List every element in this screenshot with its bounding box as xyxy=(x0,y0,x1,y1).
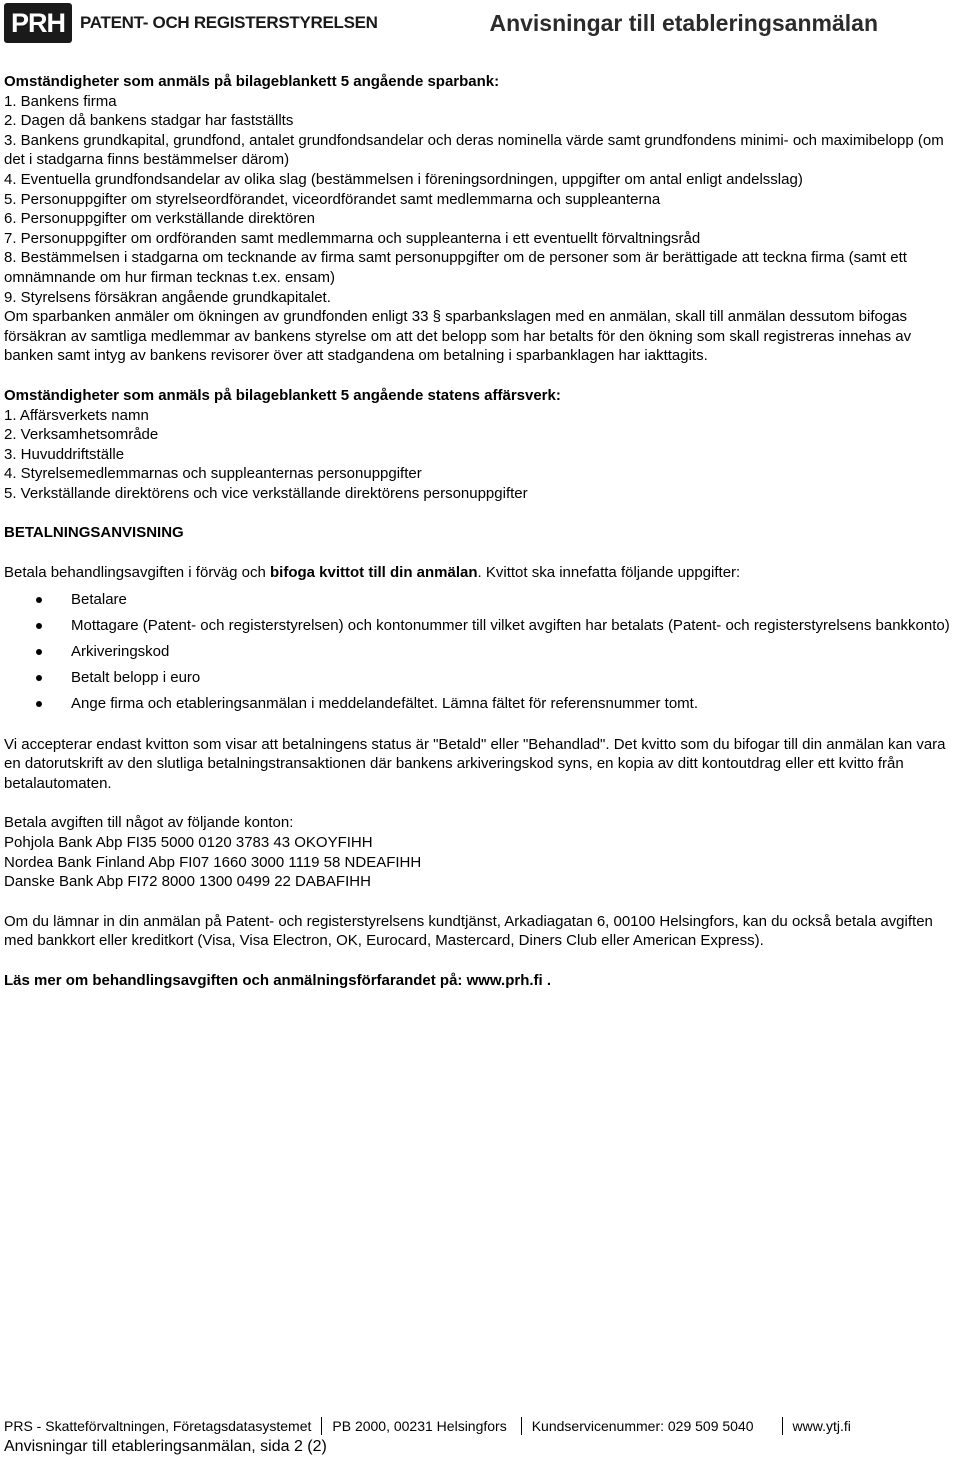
bullet-icon xyxy=(36,675,42,681)
bullet-item xyxy=(4,615,960,637)
card-note: Om du lämnar in din anmälan på Patent- och registerstyrelsens kundtjänst, Arkadiagatan 6, 00100 Helsingfors, kan du också betala avgiften med bankkort eller kreditkort (Visa, Visa Electron, OK, Eurocard, Mastercard, Diners Club eller American Express). xyxy=(4,912,933,950)
list-item: 2. Dagen då bankens stadgar har fastställts xyxy=(4,112,294,130)
footer-org: PRS - Skatteförvaltningen, Företagsdatasystemet xyxy=(4,1418,312,1434)
accounts-heading: Betala avgiften till något av följande konton: xyxy=(4,814,294,832)
footer-phone: Kundservicenummer: 029 509 5040 xyxy=(531,1418,754,1434)
receipt-requirements-list xyxy=(4,589,960,715)
payment-heading-block xyxy=(4,523,960,543)
account-line: Nordea Bank Finland Abp FI07 1660 3000 1119 58 NDEAFIHH xyxy=(4,853,422,871)
footer-web-link[interactable]: www.ytj.fi xyxy=(792,1418,851,1434)
list-item: 3. Bankens grundkapital, grundfond, antalet grundfondsandelar och deras nominella värde samt grundfondens minimi- och maximibelopp (om det i stadgarna finns bestämmelser därom) xyxy=(4,131,944,169)
accounts-block xyxy=(4,813,960,891)
payment-intro xyxy=(4,563,960,583)
bullet-text: Betalare xyxy=(71,590,127,608)
bullet-icon xyxy=(36,597,42,603)
list-item: 9. Styrelsens försäkran angående grundkapitalet. xyxy=(4,288,331,306)
bullet-text: Mottagare (Patent- och registerstyrelsen) och kontonummer till vilket avgiften har betalats (Patent- och registerstyrelsens bankkonto) xyxy=(71,616,950,634)
list-item: 3. Huvuddriftställe xyxy=(4,445,125,463)
bullet-item xyxy=(4,641,960,663)
bullet-text: Ange firma och etableringsanmälan i meddelandefältet. Lämna fältet för referensnummer tomt. xyxy=(71,694,698,712)
list-item: 4. Eventuella grundfondsandelar av olika slag (bestämmelsen i föreningsordningen, uppgifter om antal enligt andelsslag) xyxy=(4,170,803,188)
affarsverk-heading: Omständigheter som anmäls på bilageblankett 5 angående statens affärsverk: xyxy=(4,386,561,404)
bullet-item xyxy=(4,589,960,611)
logo-mark: PRH xyxy=(4,3,72,43)
bullet-icon xyxy=(36,701,42,707)
account-line: Pohjola Bank Abp FI35 5000 0120 3783 43 OKOYFIHH xyxy=(4,834,373,852)
footer-page-number: Anvisningar till etableringsanmälan, sida 2 (2) xyxy=(4,1438,327,1455)
list-item: 5. Personuppgifter om styrelseordförandet, viceordförandet samt medlemmarna och suppleanterna xyxy=(4,190,661,208)
bullet-icon xyxy=(36,649,42,655)
list-item: 7. Personuppgifter om ordföranden samt medlemmarna och suppleanterna i ett eventuellt förvaltningsråd xyxy=(4,229,701,247)
footer-divider xyxy=(782,1417,783,1435)
receipt-note-block xyxy=(4,735,960,794)
list-item: 6. Personuppgifter om verkställande direktören xyxy=(4,210,316,228)
prh-logo xyxy=(4,3,378,43)
list-item: 1. Bankens firma xyxy=(4,92,117,110)
payment-heading: BETALNINGSANVISNING xyxy=(4,524,184,542)
affarsverk-section xyxy=(4,386,960,504)
list-item: 4. Styrelsemedlemmarnas och suppleanternas personuppgifter xyxy=(4,465,422,483)
footer-contact-line xyxy=(4,1416,960,1436)
list-item: 8. Bestämmelsen i stadgarna om tecknande av firma samt personuppgifter om de personer som är berättigade att teckna firma (samt ett omnämnande om hur firman tecknas t.ex. ensam) xyxy=(4,249,907,286)
sparbank-paragraph: Om sparbanken anmäler om ökningen av grundfonden enligt 33 § sparbankslagen med en anmälan, skall till anmälan dessutom bifogas försäkran av samtliga medlemmar av bankens styrelse om att det belopp som har betalts för den ökning som skall registreras innehas av banken samt intyg av bankens revisorer över att stadgandena om betalning i sparbanklagen har iakttagits. xyxy=(4,308,912,365)
card-note-block xyxy=(4,912,960,951)
list-item: 2. Verksamhetsområde xyxy=(4,426,159,444)
payment-intro-block xyxy=(4,563,960,715)
account-line: Danske Bank Abp FI72 8000 1300 0499 22 DABAFIHH xyxy=(4,873,371,891)
footer-address: PB 2000, 00231 Helsingfors xyxy=(332,1418,507,1434)
sparbank-section xyxy=(4,72,960,366)
receipt-note: Vi accepterar endast kvitton som visar att betalningens status är "Betald" eller "Behandlad". Det kvitto som du bifogar till din anmälan kan vara en datorutskrift av den slutliga betalningstransaktionen där bankens arkiveringskod syns, en kopia av ditt kontoutdrag eller ett kvitto från betalautomaten. xyxy=(4,735,946,792)
page-header xyxy=(0,0,960,50)
list-item: 5. Verkställande direktörens och vice verkställande direktörens personuppgifter xyxy=(4,484,528,502)
payment-intro-pre: Betala behandlingsavgiften i förväg och xyxy=(4,564,271,582)
document-title: Anvisningar till etableringsanmälan xyxy=(489,10,878,36)
sparbank-heading: Omständigheter som anmäls på bilageblankett 5 angående sparbank: xyxy=(4,73,500,90)
payment-intro-bold: bifoga kvittot till din anmälan xyxy=(270,564,478,582)
list-item: 1. Affärsverkets namn xyxy=(4,406,149,424)
page-footer xyxy=(4,1416,960,1456)
more-info-link[interactable]: Läs mer om behandlingsavgiften och anmälningsförfarandet på: www.prh.fi . xyxy=(4,972,552,989)
payment-intro-post: . Kvittot ska innefatta följande uppgifter: xyxy=(477,564,741,582)
bullet-text: Betalt belopp i euro xyxy=(71,668,201,686)
logo-text: PATENT- OCH REGISTERSTYRELSEN xyxy=(80,13,378,32)
bullet-item xyxy=(4,667,960,689)
footer-divider xyxy=(521,1417,522,1435)
bullet-text: Arkiveringskod xyxy=(71,642,170,660)
document-body xyxy=(4,72,960,1011)
more-info-block xyxy=(4,971,960,991)
bullet-icon xyxy=(36,623,42,629)
bullet-item xyxy=(4,693,960,715)
footer-divider xyxy=(321,1417,322,1435)
